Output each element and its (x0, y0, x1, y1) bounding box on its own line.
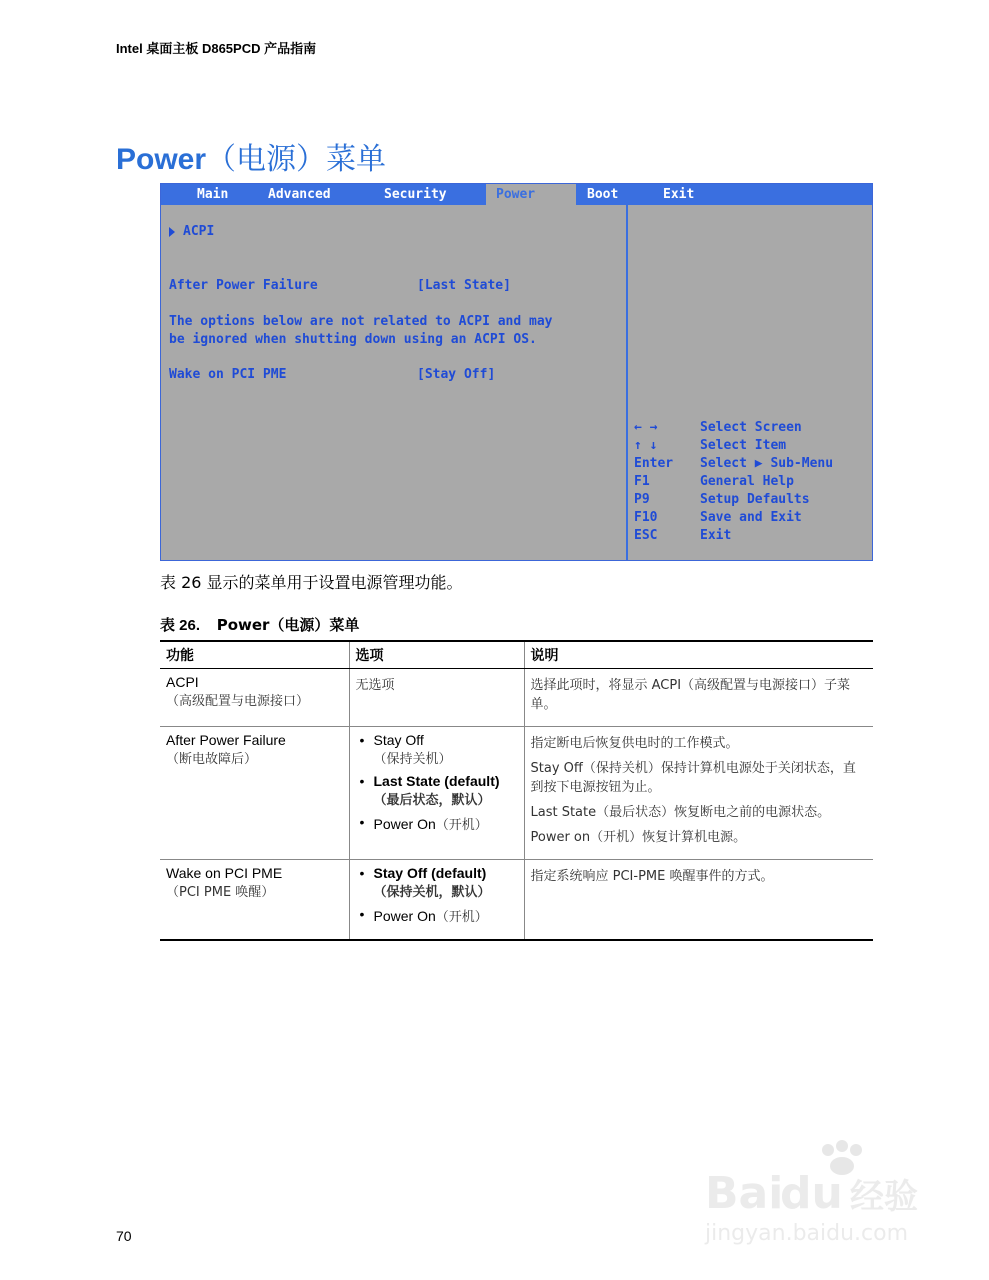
bios-after-power-label: After Power Failure (169, 278, 318, 293)
table-row (160, 727, 873, 860)
bios-tab-power[interactable]: Power (486, 184, 576, 205)
help-action-submenu: Select ▶ Sub-Menu (700, 456, 834, 471)
header-option: 选项 (349, 641, 524, 669)
bios-wake-value[interactable]: [Stay Off] (417, 367, 496, 382)
cell-option: 无选项 (349, 669, 524, 727)
description-text: 指定系统响应 PCI-PME 唤醒事件的方式。 (530, 869, 774, 884)
help-action-setup-defaults: Setup Defaults (700, 492, 810, 507)
feature-name: After Power Failure (166, 732, 286, 748)
help-key-p9: P9 (634, 492, 650, 507)
svg-text:jingyan.baidu.com: jingyan.baidu.com (705, 1221, 909, 1246)
cell-option (349, 860, 524, 941)
option-item: • Power On（开机） (360, 814, 518, 833)
table-caption-title: Power（电源）菜单 (216, 616, 360, 634)
help-key-left-right: ← → (634, 420, 658, 435)
option-item: • Stay Off （保持关机） (360, 732, 518, 767)
description-text: Power on（开机）恢复计算机电源。 (530, 830, 747, 845)
bios-wake-label: Wake on PCI PME (169, 367, 287, 382)
cell-feature (160, 727, 349, 860)
feature-sub: （PCI PME 唤醒） (166, 885, 275, 900)
baidu-watermark-logo (700, 1140, 940, 1250)
bios-screenshot (160, 183, 873, 561)
submenu-arrow-icon (169, 227, 175, 237)
help-key-enter: Enter (634, 456, 674, 471)
svg-text:Bai: Bai (705, 1168, 784, 1219)
help-action-save-exit: Save and Exit (700, 510, 802, 525)
bios-tab-main[interactable]: Main (197, 187, 229, 202)
bios-tab-boot[interactable]: Boot (587, 187, 619, 202)
cell-description (524, 860, 873, 941)
bios-tab-exit[interactable]: Exit (663, 187, 695, 202)
description-text: 选择此项时，将显示 ACPI（高级配置与电源接口）子菜单。 (530, 678, 851, 712)
header-feature: 功能 (160, 641, 349, 669)
cell-description (524, 669, 873, 727)
svg-text:经验: 经验 (850, 1177, 918, 1217)
header-description: 说明 (524, 641, 873, 669)
bios-after-power-value[interactable]: [Last State] (417, 278, 511, 293)
feature-sub: （断电故障后） (166, 752, 258, 767)
help-key-f10: F10 (634, 510, 658, 525)
bios-tab-advanced[interactable]: Advanced (268, 187, 331, 202)
help-key-f1: F1 (634, 474, 650, 489)
bios-divider (626, 205, 628, 560)
help-action-exit: Exit (700, 528, 732, 543)
help-key-esc: ESC (634, 528, 658, 543)
help-key-up-down: ↑ ↓ (634, 438, 658, 453)
cell-feature (160, 860, 349, 941)
help-action-general-help: General Help (700, 474, 794, 489)
intro-paragraph: 表 26 显示的菜单用于设置电源管理功能。 (160, 573, 463, 592)
description-text: Last State（最后状态）恢复断电之前的电源状态。 (530, 805, 831, 820)
help-action-select-screen: Select Screen (700, 420, 802, 435)
table-header-row (160, 641, 873, 669)
description-text: Stay Off（保持关机）保持计算机电源处于关闭状态，直到按下电源按钮为止。 (530, 761, 856, 795)
option-item: • Power On（开机） (360, 906, 518, 925)
feature-sub: （高级配置与电源接口） (166, 694, 310, 709)
title-cjk: （电源）菜单 (206, 142, 387, 177)
page-number: 70 (116, 1228, 132, 1244)
table-caption (160, 614, 359, 635)
help-action-select-item: Select Item (700, 438, 787, 453)
bios-menu-bar (161, 184, 872, 205)
feature-name: ACPI (166, 674, 199, 690)
bios-acpi-submenu[interactable]: ACPI (169, 224, 214, 239)
title-main: Power (116, 143, 207, 176)
page-header: Intel 桌面主板 D865PCD 产品指南 (116, 41, 317, 56)
cell-option (349, 727, 524, 860)
option-item: • Stay Off (default) （保持关机，默认） (360, 865, 518, 900)
bios-note-line2: be ignored when shutting down using an ACPI OS. (169, 332, 537, 347)
power-menu-table (160, 640, 873, 941)
option-item: • Last State (default) （最后状态，默认） (360, 773, 518, 808)
bios-note-line1: The options below are not related to ACPI and may (169, 314, 553, 329)
bios-tab-security[interactable]: Security (384, 187, 447, 202)
cell-description (524, 727, 873, 860)
table-caption-number: 表 26. (160, 617, 201, 634)
feature-name: Wake on PCI PME (166, 865, 283, 881)
page-title (116, 134, 386, 178)
table-row (160, 860, 873, 941)
description-text: 指定断电后恢复供电时的工作模式。 (530, 736, 739, 751)
svg-text:du: du (780, 1168, 843, 1219)
table-row (160, 669, 873, 727)
cell-feature (160, 669, 349, 727)
